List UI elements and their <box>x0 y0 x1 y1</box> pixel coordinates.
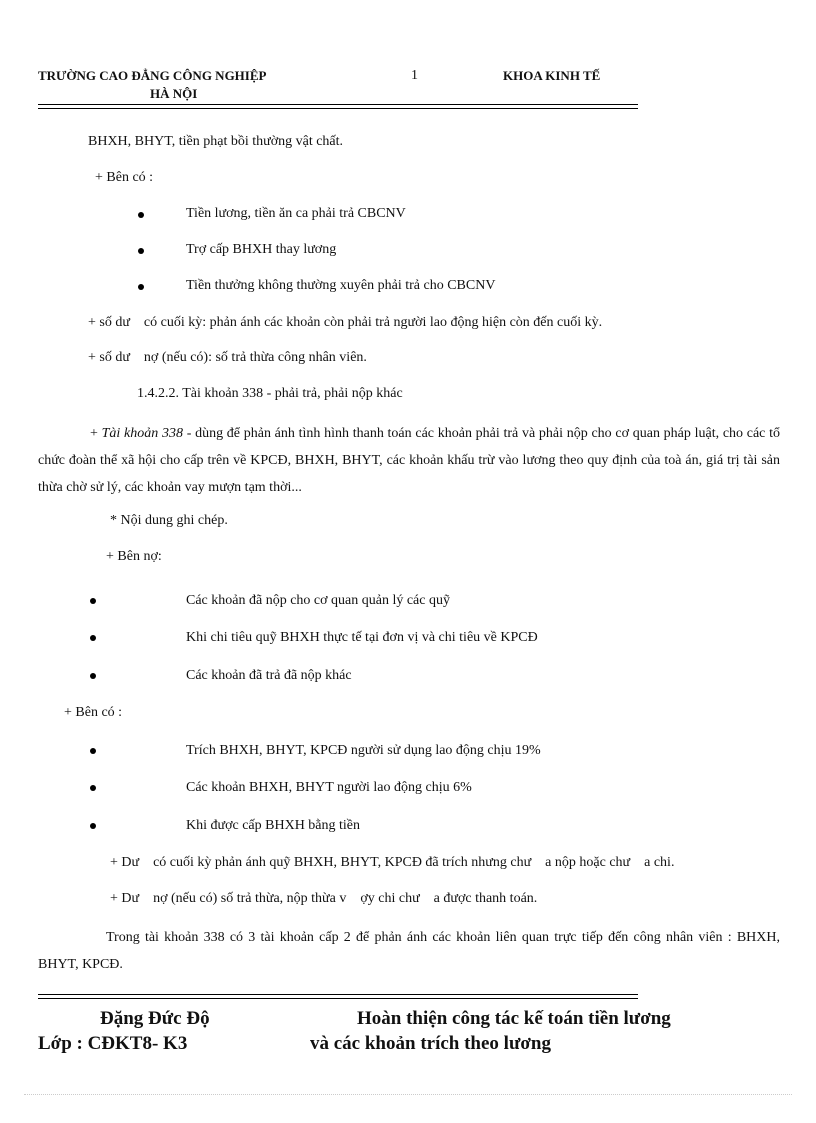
page-bottom-divider <box>24 1094 792 1095</box>
page-number: 1 <box>411 68 418 83</box>
list-item: Các khoản đã nộp cho cơ quan quản lý các quỹ <box>186 593 450 608</box>
account-338-term: Tài khoản 338 <box>101 426 183 441</box>
bullet-icon <box>138 212 144 218</box>
footer-rule <box>38 994 638 999</box>
list-item: Các khoản đã trả đã nộp khác <box>186 668 352 683</box>
du-no-line: + Dư nợ (nếu có) số trả thừa, nộp thừa v ợy chi chư a được thanh toán. <box>110 891 538 906</box>
author-name: Đặng Đức Độ <box>100 1008 210 1029</box>
thesis-title-line2: và các khoản trích theo lương <box>310 1033 551 1054</box>
closing-paragraph: Trong tài khoản 338 có 3 tài khoản cấp 2 để phản ánh các khoản liên quan trực tiếp đến công nhân viên : BHXH, BHYT, KPCĐ. <box>38 930 780 972</box>
du-co-line: + Dư có cuối kỳ phản ánh quỹ BHXH, BHYT, KPCĐ đã trích nhưng chư a nộp hoặc chư a chi. <box>110 855 675 870</box>
list-item: Các khoản BHXH, BHYT người lao động chịu 6% <box>186 780 472 795</box>
header-rule <box>38 104 638 109</box>
plus-sign: + <box>90 426 102 441</box>
bullet-icon <box>138 248 144 254</box>
bullet-icon <box>90 748 96 754</box>
bullet-icon <box>138 284 144 290</box>
list-item: Trích BHXH, BHYT, KPCĐ người sử dụng lao động chịu 19% <box>186 743 541 758</box>
bullet-icon <box>90 673 96 679</box>
bullet-icon <box>90 785 96 791</box>
school-city: HÀ NỘI <box>150 86 198 101</box>
account-338-description: - dùng để phản ánh tình hình thanh toán các khoản phải trả và phải nộp cho cơ quan pháp luật, cho các tổ chức đoàn thể xã hội cho cấp trên về KPCĐ, BHXH, BHYT, các khoản khấu trừ vào lương theo quy định của toà án, giá trị tài sản thừa chờ sử lý, các khoản vay mượn tạm thời... <box>38 426 781 495</box>
bullet-icon <box>90 823 96 829</box>
account-338-paragraph <box>38 420 780 501</box>
list-item: Tiền thưởng không thường xuyên phải trả cho CBCNV <box>186 278 496 293</box>
faculty-name: KHOA KINH TẾ <box>503 68 601 83</box>
bullet-icon <box>90 598 96 604</box>
thesis-title-line1: Hoàn thiện công tác kế toán tiền lương <box>357 1008 671 1029</box>
list-item: Trợ cấp BHXH thay lương <box>186 242 337 257</box>
bullet-icon <box>90 635 96 641</box>
list-item: Tiền lương, tiền ăn ca phải trả CBCNV <box>186 206 406 221</box>
ben-no-heading: + Bên nợ: <box>106 549 162 564</box>
list-item: Khi chi tiêu quỹ BHXH thực tế tại đơn vị và chi tiêu về KPCĐ <box>186 630 538 645</box>
school-name: TRƯỜNG CAO ĐẲNG CÔNG NGHIỆP <box>38 68 267 83</box>
class-label: Lớp : CĐKT8- K3 <box>38 1033 188 1054</box>
so-du-co-line: + số dư có cuối kỳ: phản ánh các khoản còn phải trả người lao động hiện còn đến cuối kỳ. <box>88 315 603 330</box>
so-du-no-line: + số dư nợ (nếu có): số trả thừa công nhân viên. <box>88 350 367 365</box>
noi-dung-heading: * Nội dung ghi chép. <box>110 513 228 528</box>
section-heading: 1.4.2.2. Tài khoản 338 - phải trả, phải nộp khác <box>137 386 403 401</box>
ben-co-heading: + Bên có : <box>95 170 154 185</box>
ben-co-heading: + Bên có : <box>64 705 123 720</box>
text-line: BHXH, BHYT, tiền phạt bồi thường vật chất. <box>88 134 344 149</box>
list-item: Khi được cấp BHXH bằng tiền <box>186 818 361 833</box>
